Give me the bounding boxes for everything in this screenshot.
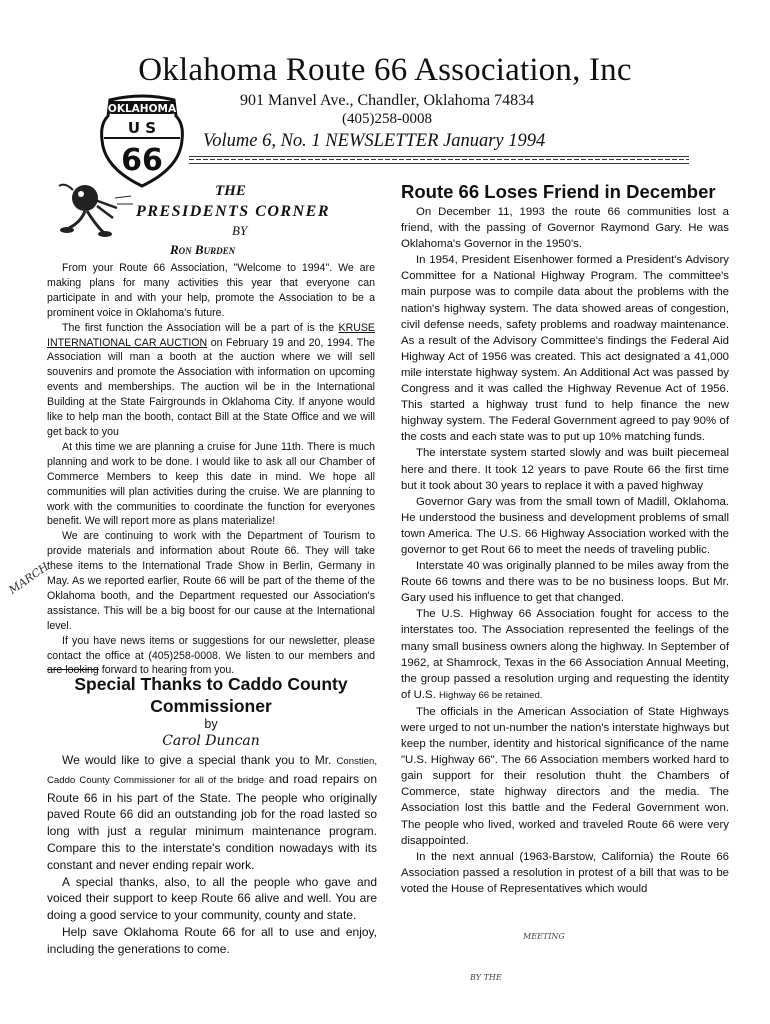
kruse-auction-link: KRUSE INTERNATIONAL CAR AUCTION — [47, 321, 375, 349]
paragraph: The interstate system started slowly and was built piecemeal here and there. It took 12 years to pave Route 66 the first time but it took about 30 years to replace it with a paved highway — [401, 447, 729, 492]
presidents-corner-title: PRESIDENTS CORNER — [136, 203, 330, 220]
text-run: We would like to give a special thank you to Mr. — [62, 753, 337, 767]
shield-number: 66 — [121, 143, 163, 178]
masthead-divider — [189, 156, 689, 164]
paragraph: From your Route 66 Association, "Welcome to 1994". We are making plans for many activities this year that everyone can participate in and with your help, promote the Association to be a prominent voice in Oklahoma's future. — [47, 262, 375, 319]
text-run: and road repairs on Route 66 in his part of the State. The people who originally paved Route 66 did an outstanding job for the road lasted so long with just a regular minimum maintenance program. Compare this to the interstate's condition nowadays with its constant and never ending repair work. — [47, 771, 377, 872]
handwritten-margin-note: MARCH — [6, 560, 52, 597]
special-thanks-by: by — [204, 717, 218, 731]
paragraph — [47, 321, 375, 440]
presidents-corner-body — [47, 261, 375, 678]
handwritten-note-by-the: BY THE — [470, 973, 502, 982]
struck-text: are looking — [47, 664, 99, 677]
paragraph: Interstate 40 was originally planned to be miles away from the Route 66 towns and there was to be no business loops. But Mr. Gary used his influence to get that changed. — [401, 560, 729, 605]
text-run: The U.S. Highway 66 Association fought for access to the interstates too. The Association represented the feelings of the many small business owners along the highway. In September of 1962, at Shamrock, Texas in the 66 Association Annual Meeting, the group passed a resolution urging and requesting the identity of U.S. — [401, 608, 729, 701]
paragraph — [47, 634, 375, 679]
paragraph — [47, 752, 377, 874]
special-thanks-body — [47, 752, 377, 958]
paragraph: At this time we are planning a cruise for June 11th. There is much planning and work to be done. I would like to ask all our Chamber of Commerce Members to keep this date in mind. We hope all communities will plan activities during the cruise. We are planning to work with the communities to coordinate the function for everyones benefit. We will report more as plans materialize! — [47, 440, 375, 528]
small-text-run: Constien, Caddo County Commissioner for all of the bridge — [47, 756, 377, 786]
masthead-title: Oklahoma Route 66 Association, Inc — [138, 52, 632, 88]
paragraph: In the next annual (1963-Barstow, California) the Route 66 Association passed a resolution in protest of a bill that was to be voted the House of Representatives which would — [401, 850, 729, 895]
text-run: on February 19 and 20, 1994. The Association will man a booth at the auction where we will sell souvenirs and promote the Association with information on upcoming events and memberships. The auction wil be in the International Building at the State Fairgrounds in Oklahoma City. If anyone would like to help man the booth, contact Bill at the State Office and we will get back to you — [47, 336, 375, 438]
presidents-corner-author: Ron Burden — [170, 242, 236, 257]
small-text-run: Highway 66 be retained. — [438, 689, 543, 701]
running-mascot-icon — [55, 178, 135, 240]
shield-state: OKLAHOMA — [107, 103, 177, 115]
masthead-volume-line: Volume 6, No. 1 NEWSLETTER January 1994 — [203, 131, 546, 151]
shield-us: U S — [127, 119, 157, 137]
paragraph — [401, 606, 729, 704]
masthead-address: 901 Manvel Ave., Chandler, Oklahoma 74834 — [240, 92, 535, 109]
presidents-corner-by: BY — [232, 223, 248, 238]
masthead-phone: (405)258-0008 — [342, 111, 432, 127]
paragraph: A special thanks, also, to all the people who gave and voiced their support to keep Route 66 alive and well. You are doing a good service to your community, county and state. — [47, 874, 377, 923]
presidents-corner-the: THE — [215, 183, 246, 199]
text-run: forward to hearing from you. — [98, 664, 235, 677]
paragraph: On December 11, 1993 the route 66 communities lost a friend, with the passing of Governor Raymond Gary. He was Oklahoma's Governor in the 1950's. — [401, 206, 729, 251]
text-run: If you have news items or suggestions for our newsletter, please contact the office at (405)258-0008. We listen to our members and — [47, 634, 375, 662]
special-thanks-title: Special Thanks to Caddo County Commissioner — [74, 674, 348, 716]
special-thanks-author: Carol Duncan — [162, 733, 260, 749]
text-run: The first function the Association will be a part of is the — [62, 321, 339, 334]
paragraph: Governor Gary was from the small town of Madill, Oklahoma. He understood the business and development problems of small town America. The U.S. 66 Highway Association worked with the governor to get Rout 66 to meet the needs of traveling public. — [401, 495, 729, 556]
route66-article-body — [401, 204, 729, 897]
paragraph: In 1954, President Eisenhower formed a President's Advisory Committee for a National Highway Program. The committee's main purpose was to compile data about the problems with the nation's highway system. The data showed areas of congestion, civil defense needs, safety problems and roadway maintenance. As a result of the Advisory Committee's findings the Federal Aid Highway Act of 1956 was created. This act designated a 41,000 mile interstate highway system. An Additional Act was passed by Congress and it was called the Highway Revenue Act of 1956. This started a highway trust fund to help finance the new highway system. The Federal Government agreed to pay 90% of the costs and each state was to put up 10% matching funds. — [401, 254, 729, 444]
paragraph: Help save Oklahoma Route 66 for all to use and enjoy, including the generations to come. — [47, 924, 377, 956]
paragraph: The officials in the American Association of State Highways were urged to not un-number the nation's interstate highways but keep the number, identity and historical significance of the name "U.S. Highway 66". The 66 Association members worked hard to gain support for their resolution thuht the Chambers of Commerce, state highway directors and the media. The Association lost this battle and the Federal Government won. The people who lived, worked and traveled Route 66 were very disappointed. — [401, 705, 729, 847]
route66-article-title: Route 66 Loses Friend in December — [401, 181, 716, 202]
paragraph: We are continuing to work with the Department of Tourism to provide materials and information about Route 66. They will take these items to the International Trade Show in Berlin, Germany in May. As we reported earlier, Route 66 will be part of the theme of the Oklahoma booth, and the Department requested our Association's assistance. This will be a big boost for our cause at the International level. — [47, 530, 375, 632]
handwritten-note-meeting: MEETING — [523, 932, 565, 941]
route-66-shield-logo — [96, 94, 188, 190]
